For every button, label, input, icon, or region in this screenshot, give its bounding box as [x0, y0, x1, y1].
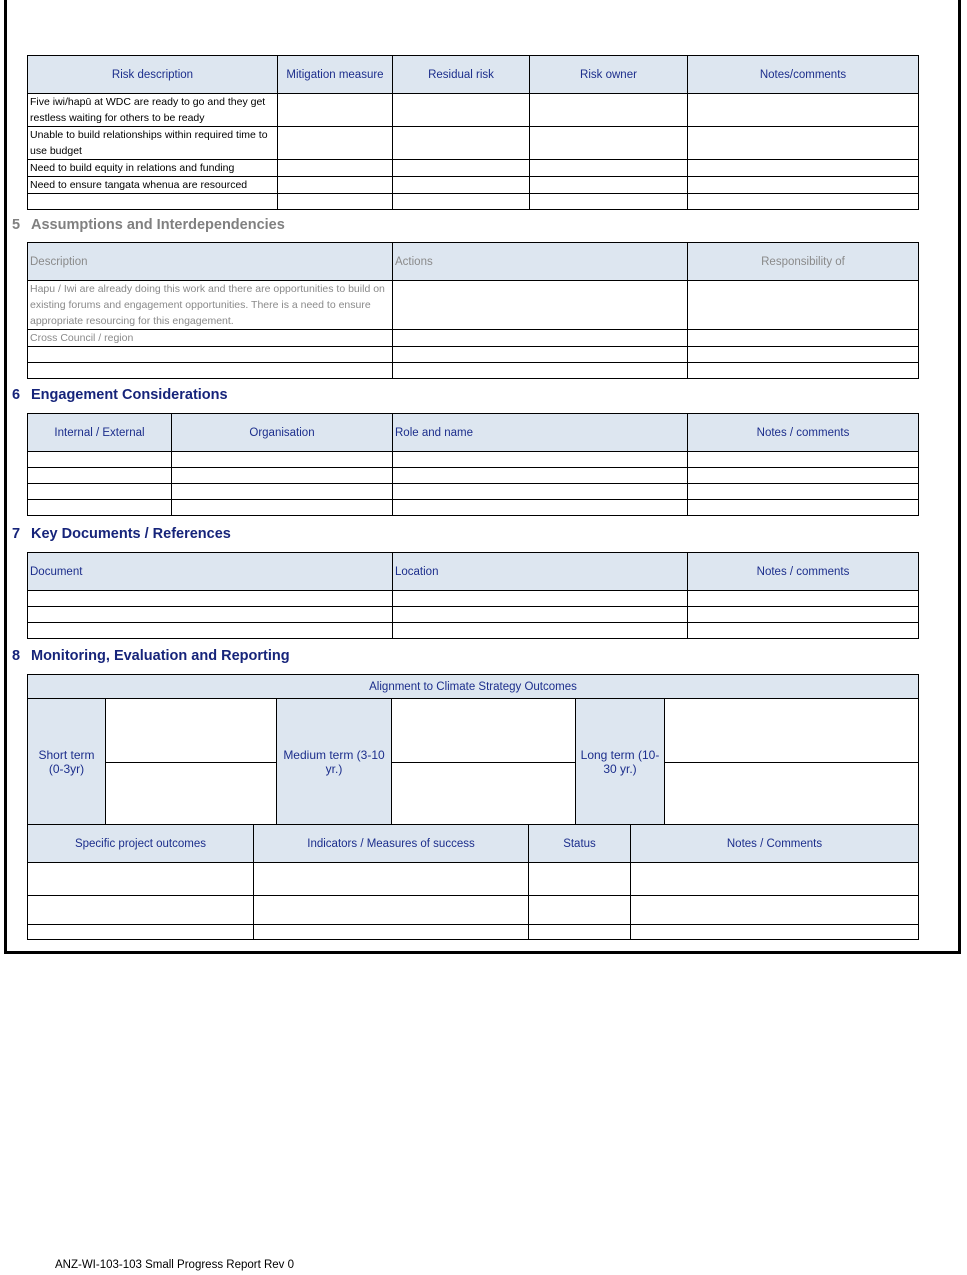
mitigation-measure-header: Mitigation measure	[278, 56, 393, 94]
risk-row-2-description: Unable to build relationships within required time to use budget	[28, 127, 278, 160]
risk-table	[27, 55, 919, 210]
risk-row-4-description: Need to ensure tangata whenua are resourced	[28, 177, 278, 194]
short-term-label: Short term (0-3yr)	[28, 699, 106, 826]
assumption-row-2: Cross Council / region	[28, 330, 393, 347]
outcomes-table	[27, 824, 919, 940]
responsibility-header: Responsibility of	[688, 243, 919, 281]
document-footer: ANZ-WI-103-103 Small Progress Report Rev 0	[55, 1259, 295, 1271]
internal-external-header: Internal / External	[28, 414, 172, 452]
engagement-table	[27, 413, 919, 516]
section-5-heading: 5 Assumptions and Interdependencies	[12, 217, 285, 233]
document-header: Document	[28, 553, 393, 591]
alignment-table	[27, 674, 919, 826]
risk-description-header: Risk description	[28, 56, 278, 94]
risk-row-3-description: Need to build equity in relations and funding	[28, 160, 278, 177]
medium-term-label: Medium term (3-10 yr.)	[277, 699, 392, 826]
assumptions-table	[27, 242, 919, 379]
residual-risk-header: Residual risk	[393, 56, 530, 94]
long-term-label: Long term (10-30 yr.)	[576, 699, 665, 826]
section-7-heading: 7 Key Documents / References	[12, 526, 231, 542]
alignment-header: Alignment to Climate Strategy Outcomes	[28, 675, 919, 699]
description-header: Description	[28, 243, 393, 281]
risk-notes-header: Notes/comments	[688, 56, 919, 94]
outcomes-notes-header: Notes / Comments	[631, 825, 919, 863]
indicators-header: Indicators / Measures of success	[254, 825, 529, 863]
risk-owner-header: Risk owner	[530, 56, 688, 94]
role-name-header: Role and name	[393, 414, 688, 452]
actions-header: Actions	[393, 243, 688, 281]
section-6-heading: 6 Engagement Considerations	[12, 387, 228, 403]
documents-notes-header: Notes / comments	[688, 553, 919, 591]
documents-table	[27, 552, 919, 639]
status-header: Status	[529, 825, 631, 863]
organisation-header: Organisation	[172, 414, 393, 452]
section-8-heading: 8 Monitoring, Evaluation and Reporting	[12, 648, 290, 664]
risk-row-1-description: Five iwi/hapū at WDC are ready to go and they get restless waiting for others to be ready	[28, 94, 278, 127]
assumption-row-1: Hapu / Iwi are already doing this work and there are opportunities to build on existing forums and engagement opportunities. There is a need to ensure appropriate resourcing for this engagement.	[28, 281, 393, 330]
project-outcomes-header: Specific project outcomes	[28, 825, 254, 863]
engagement-notes-header: Notes / comments	[688, 414, 919, 452]
location-header: Location	[393, 553, 688, 591]
